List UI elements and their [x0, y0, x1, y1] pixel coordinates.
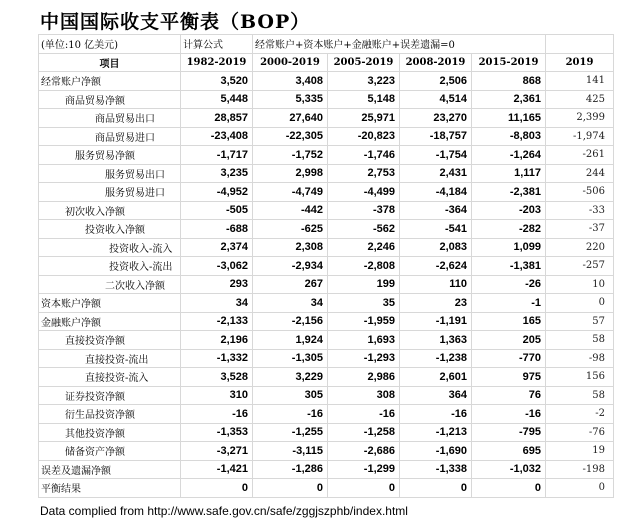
value-cell: 5,335: [253, 90, 328, 109]
header-col: 2019: [546, 53, 614, 72]
value-cell: 0: [253, 479, 328, 498]
value-cell: -1,293: [328, 349, 400, 368]
value-cell: -8,803: [472, 127, 546, 146]
value-cell: -1,959: [328, 312, 400, 331]
header-col: 1982-2019: [181, 53, 253, 72]
row-label: 平衡结果: [39, 479, 181, 498]
value-cell: 2,246: [328, 238, 400, 257]
row-label: 误差及遗漏净额: [39, 460, 181, 479]
value-cell: -4,499: [328, 183, 400, 202]
source-note: Data complied from http://www.safe.gov.cn/safe/zggjszphb/index.html: [40, 504, 408, 518]
value-cell: -2,808: [328, 257, 400, 276]
value-cell: -1,305: [253, 349, 328, 368]
value-cell: 364: [400, 386, 472, 405]
row-label: 服务贸易净额: [39, 146, 181, 165]
table-row: [39, 220, 614, 239]
table-row: [39, 405, 614, 424]
table-row: [39, 275, 614, 294]
value-cell: -16: [328, 405, 400, 424]
value-cell: -23,408: [181, 127, 253, 146]
value-cell: -3,271: [181, 442, 253, 461]
value-cell: 0: [328, 479, 400, 498]
table-row: [39, 127, 614, 146]
row-label: 直接投资-流出: [39, 349, 181, 368]
table-row: [39, 201, 614, 220]
value-cell: -1,213: [400, 423, 472, 442]
value-cell: 2,196: [181, 331, 253, 350]
value-cell: 58: [546, 331, 614, 350]
value-cell: 156: [546, 368, 614, 387]
value-cell: 2,986: [328, 368, 400, 387]
row-label: 二次收入净额: [39, 275, 181, 294]
value-cell: -1,421: [181, 460, 253, 479]
value-cell: 23: [400, 294, 472, 313]
value-cell: 2,998: [253, 164, 328, 183]
table-row: [39, 386, 614, 405]
value-cell: -1,238: [400, 349, 472, 368]
table-row: [39, 109, 614, 128]
value-cell: -1,752: [253, 146, 328, 165]
page-title: 中国国际收支平衡表（BOP）: [40, 11, 311, 33]
table-row: [39, 312, 614, 331]
value-cell: 3,528: [181, 368, 253, 387]
value-cell: -795: [472, 423, 546, 442]
row-label: 金融账户净额: [39, 312, 181, 331]
value-cell: 28,857: [181, 109, 253, 128]
value-cell: -1,974: [546, 127, 614, 146]
value-cell: -33: [546, 201, 614, 220]
value-cell: -770: [472, 349, 546, 368]
row-label: 直接投资-流入: [39, 368, 181, 387]
value-cell: -98: [546, 349, 614, 368]
header-item: 项目: [39, 53, 181, 72]
value-cell: 975: [472, 368, 546, 387]
value-cell: 3,520: [181, 72, 253, 91]
value-cell: -1,353: [181, 423, 253, 442]
table-row: [39, 460, 614, 479]
value-cell: -1,338: [400, 460, 472, 479]
value-cell: 1,363: [400, 331, 472, 350]
value-cell: 1,099: [472, 238, 546, 257]
row-label: 其他投资净额: [39, 423, 181, 442]
table-row: [39, 146, 614, 165]
header-col: 2015-2019: [472, 53, 546, 72]
value-cell: 267: [253, 275, 328, 294]
value-cell: -203: [472, 201, 546, 220]
value-cell: -1,746: [328, 146, 400, 165]
value-cell: 2,399: [546, 109, 614, 128]
table-row: [39, 183, 614, 202]
value-cell: 2,083: [400, 238, 472, 257]
value-cell: 3,235: [181, 164, 253, 183]
value-cell: 0: [181, 479, 253, 498]
header-col: 2000-2019: [253, 53, 328, 72]
value-cell: -16: [181, 405, 253, 424]
table-row: [39, 90, 614, 109]
value-cell: 199: [328, 275, 400, 294]
value-cell: -562: [328, 220, 400, 239]
table-row: [39, 294, 614, 313]
value-cell: 141: [546, 72, 614, 91]
value-cell: -1,032: [472, 460, 546, 479]
value-cell: 310: [181, 386, 253, 405]
row-label: 证券投资净额: [39, 386, 181, 405]
header-col: 2005-2019: [328, 53, 400, 72]
table-row: [39, 479, 614, 498]
value-cell: -4,184: [400, 183, 472, 202]
value-cell: 1,117: [472, 164, 546, 183]
row-label: 资本账户净额: [39, 294, 181, 313]
value-cell: -2,156: [253, 312, 328, 331]
value-cell: 695: [472, 442, 546, 461]
value-cell: 0: [400, 479, 472, 498]
value-cell: -198: [546, 460, 614, 479]
value-cell: -20,823: [328, 127, 400, 146]
value-cell: 23,270: [400, 109, 472, 128]
header-row: [39, 53, 614, 72]
value-cell: 0: [546, 479, 614, 498]
value-cell: -3,062: [181, 257, 253, 276]
value-cell: -1,381: [472, 257, 546, 276]
value-cell: -1,286: [253, 460, 328, 479]
value-cell: -1,299: [328, 460, 400, 479]
row-label: 投资收入-流入: [39, 238, 181, 257]
value-cell: -1,717: [181, 146, 253, 165]
row-label: 商品贸易出口: [39, 109, 181, 128]
row-label: 衍生品投资净额: [39, 405, 181, 424]
value-cell: -378: [328, 201, 400, 220]
value-cell: -1,332: [181, 349, 253, 368]
value-cell: 0: [546, 294, 614, 313]
bop-table: [38, 34, 614, 498]
value-cell: -2,381: [472, 183, 546, 202]
row-label: 初次收入净额: [39, 201, 181, 220]
value-cell: -2,133: [181, 312, 253, 331]
value-cell: 3,229: [253, 368, 328, 387]
row-label: 商品贸易净额: [39, 90, 181, 109]
formula-text: 经常账户+资本账户+金融账户+误差遗漏=0: [253, 35, 546, 54]
value-cell: -261: [546, 146, 614, 165]
value-cell: 2,308: [253, 238, 328, 257]
value-cell: 2,431: [400, 164, 472, 183]
row-label: 投资收入-流出: [39, 257, 181, 276]
value-cell: 1,924: [253, 331, 328, 350]
value-cell: -2: [546, 405, 614, 424]
value-cell: -364: [400, 201, 472, 220]
table-row: [39, 72, 614, 91]
value-cell: -506: [546, 183, 614, 202]
value-cell: 220: [546, 238, 614, 257]
table-row: [39, 331, 614, 350]
value-cell: 34: [181, 294, 253, 313]
value-cell: -625: [253, 220, 328, 239]
value-cell: -3,115: [253, 442, 328, 461]
empty-cell: [546, 35, 614, 54]
unit-row: [39, 35, 614, 54]
value-cell: 5,448: [181, 90, 253, 109]
value-cell: 244: [546, 164, 614, 183]
value-cell: 2,601: [400, 368, 472, 387]
value-cell: 3,223: [328, 72, 400, 91]
value-cell: 2,361: [472, 90, 546, 109]
value-cell: 110: [400, 275, 472, 294]
table-row: [39, 238, 614, 257]
value-cell: -1,258: [328, 423, 400, 442]
value-cell: 425: [546, 90, 614, 109]
value-cell: -26: [472, 275, 546, 294]
value-cell: 27,640: [253, 109, 328, 128]
value-cell: 11,165: [472, 109, 546, 128]
value-cell: -1: [472, 294, 546, 313]
value-cell: -18,757: [400, 127, 472, 146]
value-cell: 1,693: [328, 331, 400, 350]
table-row: [39, 368, 614, 387]
value-cell: 76: [472, 386, 546, 405]
value-cell: -16: [400, 405, 472, 424]
value-cell: 165: [472, 312, 546, 331]
formula-label: 计算公式: [181, 35, 253, 54]
unit-label: (单位:10 亿美元): [39, 35, 181, 54]
value-cell: -541: [400, 220, 472, 239]
value-cell: -1,255: [253, 423, 328, 442]
value-cell: -76: [546, 423, 614, 442]
table-row: [39, 257, 614, 276]
value-cell: -2,624: [400, 257, 472, 276]
value-cell: -442: [253, 201, 328, 220]
value-cell: -4,749: [253, 183, 328, 202]
value-cell: 35: [328, 294, 400, 313]
row-label: 投资收入净额: [39, 220, 181, 239]
table-row: [39, 442, 614, 461]
table-row: [39, 164, 614, 183]
value-cell: -257: [546, 257, 614, 276]
value-cell: -505: [181, 201, 253, 220]
row-label: 经常账户净额: [39, 72, 181, 91]
value-cell: -1,264: [472, 146, 546, 165]
value-cell: 10: [546, 275, 614, 294]
row-label: 商品贸易进口: [39, 127, 181, 146]
value-cell: 19: [546, 442, 614, 461]
value-cell: 868: [472, 72, 546, 91]
value-cell: 34: [253, 294, 328, 313]
table-row: [39, 349, 614, 368]
row-label: 直接投资净额: [39, 331, 181, 350]
value-cell: 293: [181, 275, 253, 294]
value-cell: -22,305: [253, 127, 328, 146]
row-label: 储备资产净额: [39, 442, 181, 461]
table-body: [39, 35, 614, 498]
value-cell: 25,971: [328, 109, 400, 128]
value-cell: 58: [546, 386, 614, 405]
value-cell: -16: [472, 405, 546, 424]
header-col: 2008-2019: [400, 53, 472, 72]
value-cell: -688: [181, 220, 253, 239]
value-cell: -2,686: [328, 442, 400, 461]
value-cell: -1,191: [400, 312, 472, 331]
value-cell: -282: [472, 220, 546, 239]
value-cell: 205: [472, 331, 546, 350]
row-label: 服务贸易出口: [39, 164, 181, 183]
value-cell: 57: [546, 312, 614, 331]
value-cell: -16: [253, 405, 328, 424]
value-cell: -1,690: [400, 442, 472, 461]
value-cell: 4,514: [400, 90, 472, 109]
value-cell: -2,934: [253, 257, 328, 276]
row-label: 服务贸易进口: [39, 183, 181, 202]
value-cell: 2,506: [400, 72, 472, 91]
value-cell: 0: [472, 479, 546, 498]
value-cell: 5,148: [328, 90, 400, 109]
value-cell: 308: [328, 386, 400, 405]
table-row: [39, 423, 614, 442]
value-cell: -4,952: [181, 183, 253, 202]
value-cell: -1,754: [400, 146, 472, 165]
value-cell: 3,408: [253, 72, 328, 91]
value-cell: 2,753: [328, 164, 400, 183]
value-cell: -37: [546, 220, 614, 239]
value-cell: 2,374: [181, 238, 253, 257]
value-cell: 305: [253, 386, 328, 405]
